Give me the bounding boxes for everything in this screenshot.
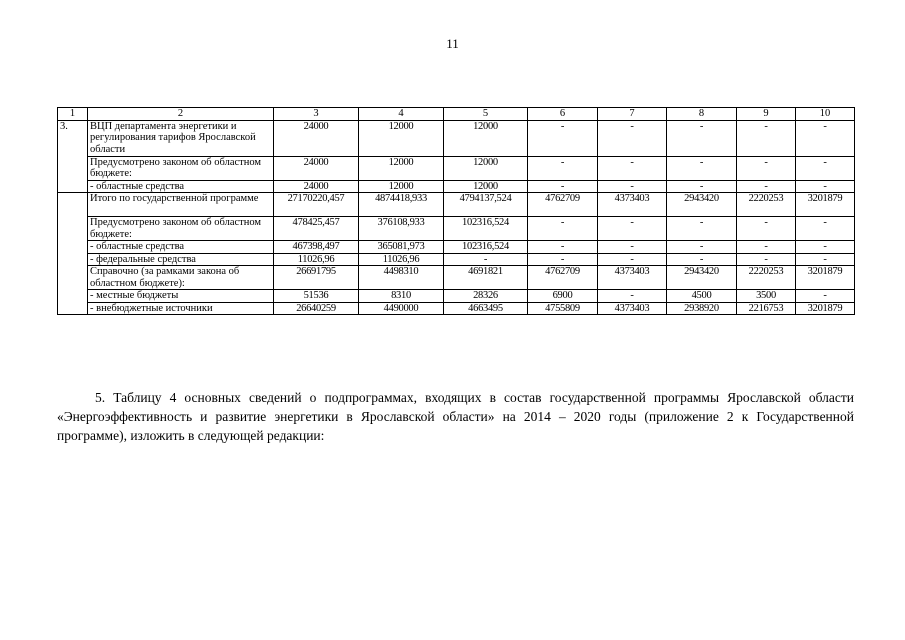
table-row xyxy=(58,120,855,156)
table-cell: 24000 xyxy=(274,180,359,193)
table-cell: - xyxy=(737,241,796,254)
row-label: - федеральные средства xyxy=(88,253,274,266)
table-row xyxy=(58,156,855,180)
table-cell: 2220253 xyxy=(737,193,796,217)
table-cell: - xyxy=(667,241,737,254)
row-label: ВЦП департамента энергетики и регулирования тарифов Ярославской области xyxy=(88,120,274,156)
table-cell: 2938920 xyxy=(667,302,737,315)
table-cell: 2220253 xyxy=(737,266,796,290)
column-header: 10 xyxy=(796,108,855,121)
table-cell: 365081,973 xyxy=(359,241,444,254)
table-cell: - xyxy=(737,120,796,156)
table-cell: - xyxy=(528,241,598,254)
table-cell: 12000 xyxy=(359,120,444,156)
table-cell: - xyxy=(528,217,598,241)
table-cell: 4500 xyxy=(667,290,737,303)
table-cell: - xyxy=(737,217,796,241)
table-row xyxy=(58,302,855,315)
table-cell: 6900 xyxy=(528,290,598,303)
table-cell: 4762709 xyxy=(528,266,598,290)
table-cell: - xyxy=(598,120,667,156)
table-cell: - xyxy=(667,217,737,241)
table-cell: - xyxy=(796,156,855,180)
row-label: - местные бюджеты xyxy=(88,290,274,303)
table-cell: 4755809 xyxy=(528,302,598,315)
table-cell: 8310 xyxy=(359,290,444,303)
row-label: Предусмотрено законом об областном бюджете: xyxy=(88,217,274,241)
table-row xyxy=(58,180,855,193)
table-cell: - xyxy=(667,253,737,266)
column-header: 5 xyxy=(444,108,528,121)
table-cell: - xyxy=(737,180,796,193)
table-cell: 3201879 xyxy=(796,266,855,290)
column-header: 8 xyxy=(667,108,737,121)
table-row xyxy=(58,290,855,303)
column-header: 3 xyxy=(274,108,359,121)
table-cell: 28326 xyxy=(444,290,528,303)
table-cell: 4373403 xyxy=(598,193,667,217)
table-cell: 4874418,933 xyxy=(359,193,444,217)
table-cell: 376108,933 xyxy=(359,217,444,241)
table-cell: - xyxy=(667,120,737,156)
table-cell: 478425,457 xyxy=(274,217,359,241)
row-label: - внебюджетные источники xyxy=(88,302,274,315)
table-cell: 102316,524 xyxy=(444,217,528,241)
row-label: Итого по государственной программе xyxy=(88,193,274,217)
table-cell: 4373403 xyxy=(598,302,667,315)
table-cell: - xyxy=(528,180,598,193)
table-header-row xyxy=(58,108,855,121)
row-label: - областные средства xyxy=(88,180,274,193)
table-cell: - xyxy=(667,180,737,193)
table-cell: - xyxy=(528,253,598,266)
table-cell: - xyxy=(598,156,667,180)
table-cell: 2943420 xyxy=(667,266,737,290)
table-cell: 3201879 xyxy=(796,302,855,315)
table-row xyxy=(58,266,855,290)
table-cell: 102316,524 xyxy=(444,241,528,254)
table-row xyxy=(58,193,855,217)
table-cell: - xyxy=(796,253,855,266)
table-cell: - xyxy=(667,156,737,180)
column-header: 7 xyxy=(598,108,667,121)
table-cell: 4373403 xyxy=(598,266,667,290)
body-paragraph: 5. Таблицу 4 основных сведений о подпрограммах, входящих в состав государственной программы Ярославской области «Энергоэффективность и развитие энергетики в Ярославской области» на 2014 – 2020 годы (приложение 2 к Государственной программе), изложить в следующей редакции: xyxy=(57,390,854,443)
table-cell: 4490000 xyxy=(359,302,444,315)
table-cell: - xyxy=(528,156,598,180)
budget-table xyxy=(57,107,855,315)
table-cell: - xyxy=(528,120,598,156)
table-cell: 3201879 xyxy=(796,193,855,217)
table-row xyxy=(58,253,855,266)
column-header: 2 xyxy=(88,108,274,121)
table-cell: 2216753 xyxy=(737,302,796,315)
row-index: 3. xyxy=(58,120,88,193)
table-cell: 27170220,457 xyxy=(274,193,359,217)
column-header: 4 xyxy=(359,108,444,121)
table-cell: 11026,96 xyxy=(274,253,359,266)
table-cell: - xyxy=(737,253,796,266)
table-cell: - xyxy=(598,241,667,254)
row-label: - областные средства xyxy=(88,241,274,254)
table-cell: 12000 xyxy=(359,156,444,180)
table-cell: - xyxy=(598,290,667,303)
table-cell: 12000 xyxy=(444,156,528,180)
page-number: 11 xyxy=(446,36,459,51)
table-cell: 4762709 xyxy=(528,193,598,217)
table-cell: 4794137,524 xyxy=(444,193,528,217)
column-header: 1 xyxy=(58,108,88,121)
table-cell: - xyxy=(796,290,855,303)
table-row xyxy=(58,217,855,241)
table-cell: - xyxy=(796,120,855,156)
table-cell: 12000 xyxy=(444,180,528,193)
table-cell: 4498310 xyxy=(359,266,444,290)
table-cell: - xyxy=(598,217,667,241)
table-cell: - xyxy=(737,156,796,180)
table-cell: - xyxy=(598,180,667,193)
table-cell: 2943420 xyxy=(667,193,737,217)
table-cell: 467398,497 xyxy=(274,241,359,254)
table-cell: - xyxy=(796,180,855,193)
table-cell: 4663495 xyxy=(444,302,528,315)
table-cell: 12000 xyxy=(444,120,528,156)
row-label: Справочно (за рамками закона об областном бюджете): xyxy=(88,266,274,290)
table-cell: 24000 xyxy=(274,156,359,180)
table-cell: 26691795 xyxy=(274,266,359,290)
column-header: 9 xyxy=(737,108,796,121)
table-cell: 12000 xyxy=(359,180,444,193)
table-cell: 4691821 xyxy=(444,266,528,290)
table-cell: - xyxy=(598,253,667,266)
table-cell: - xyxy=(444,253,528,266)
table-cell: - xyxy=(796,241,855,254)
table-cell: - xyxy=(796,217,855,241)
column-header: 6 xyxy=(528,108,598,121)
row-index xyxy=(58,193,88,315)
table-cell: 51536 xyxy=(274,290,359,303)
table-cell: 26640259 xyxy=(274,302,359,315)
table-cell: 11026,96 xyxy=(359,253,444,266)
table-cell: 3500 xyxy=(737,290,796,303)
row-label: Предусмотрено законом об областном бюджете: xyxy=(88,156,274,180)
table-cell: 24000 xyxy=(274,120,359,156)
table-row xyxy=(58,241,855,254)
